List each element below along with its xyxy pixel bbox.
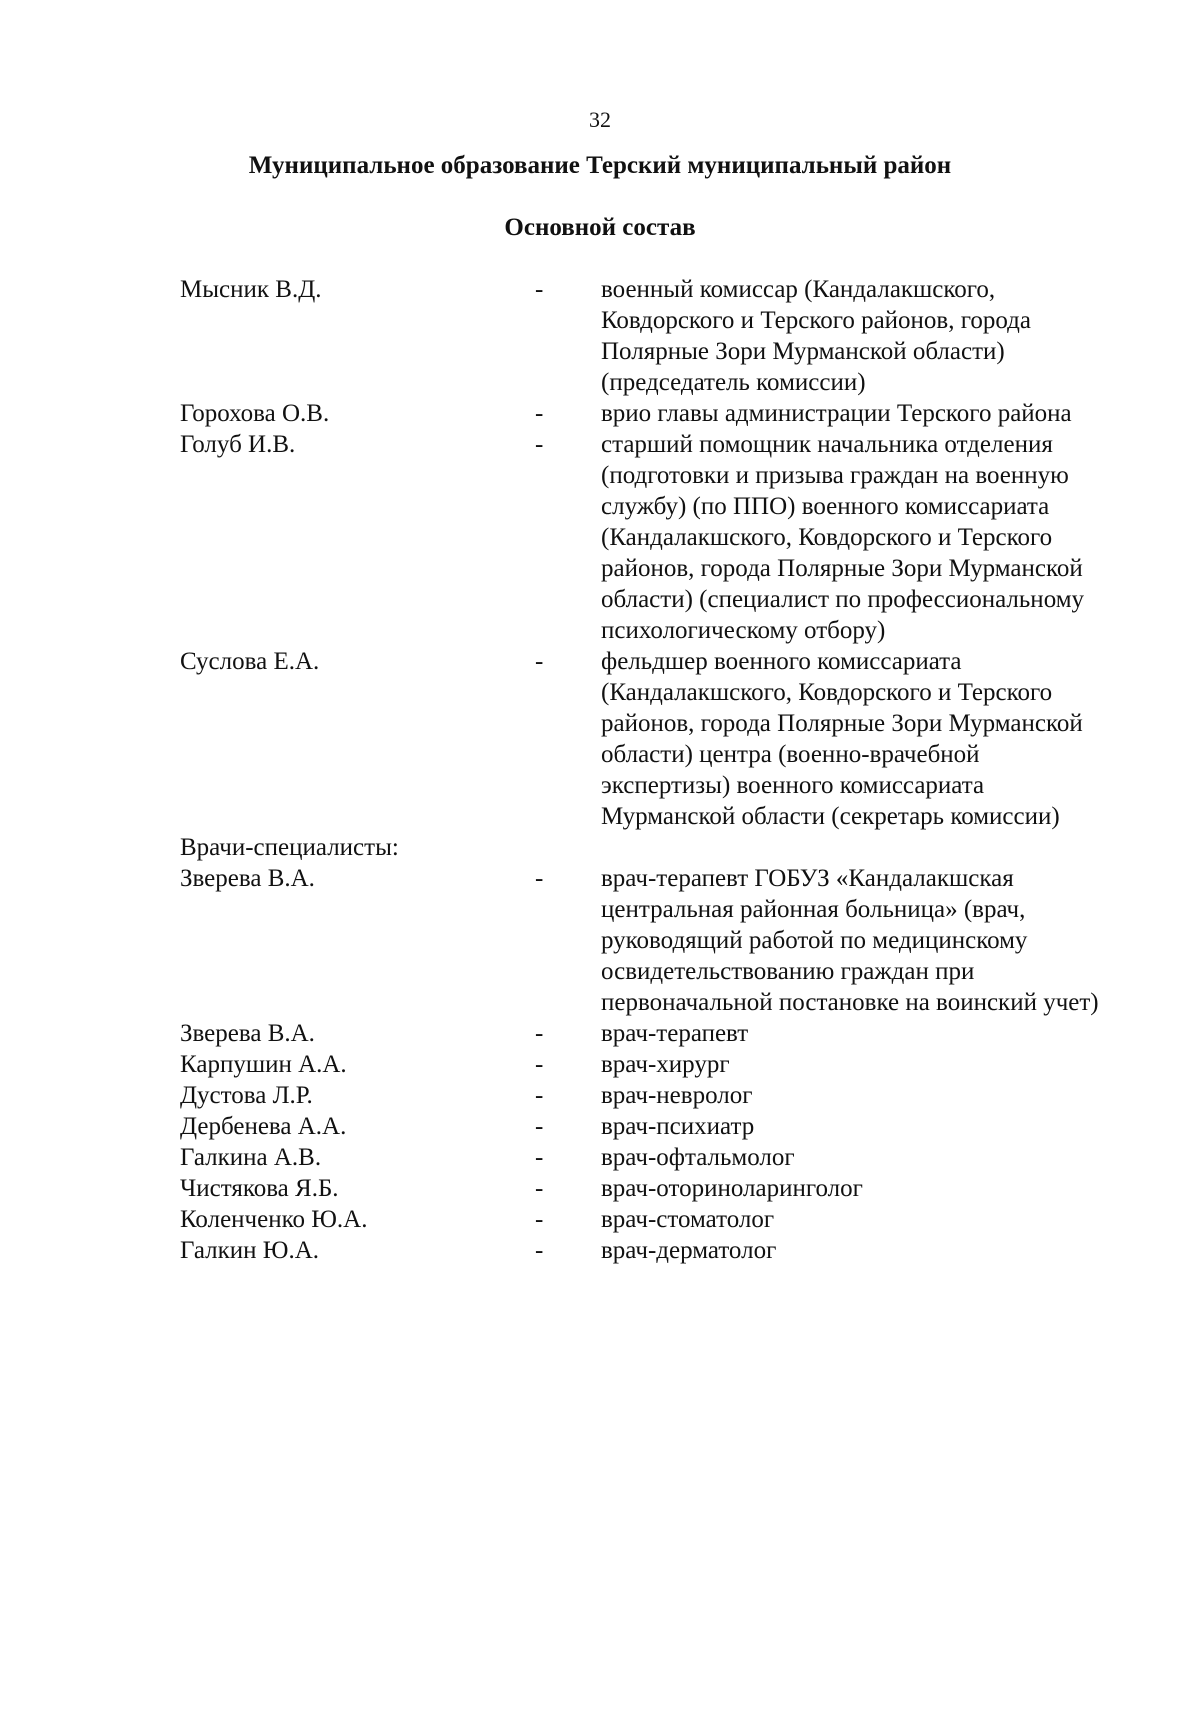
member-name: Голуб И.В.	[180, 431, 296, 458]
dash-separator: -	[535, 1113, 544, 1140]
dash-separator: -	[535, 400, 544, 427]
member-name: Дербенева А.А.	[180, 1113, 347, 1140]
member-role: военный комиссар (Кандалакшского, Ковдорского и Терского районов, города Полярные Зори Мурманской области) (председатель комиссии)	[601, 276, 1031, 396]
roster-row	[180, 1049, 1110, 1080]
member-name: Зверева В.А.	[180, 1020, 315, 1047]
member-name: Зверева В.А.	[180, 865, 315, 892]
roster-row	[180, 1111, 1110, 1142]
member-role: фельдшер военного комиссариата (Кандалакшского, Ковдорского и Терского районов, города Полярные Зори Мурманской области) центра (военно-врачебной экспертизы) военного комиссариата Мурманской области (секретарь комиссии)	[601, 648, 1083, 830]
roster-row	[180, 398, 1110, 429]
dash-separator: -	[535, 865, 544, 892]
member-name: Галкина А.В.	[180, 1144, 322, 1171]
member-role: врач-оториноларинголог	[601, 1175, 863, 1202]
roster-row	[180, 863, 1110, 1018]
section-subtitle: Основной состав	[504, 214, 696, 241]
member-role: врач-терапевт ГОБУЗ «Кандалакшская центральная районная больница» (врач, руководящий работой по медицинскому освидетельствованию граждан при первоначальной постановке на воинский учет)	[601, 865, 1099, 1016]
member-name: Дустова Л.Р.	[180, 1082, 313, 1109]
dash-separator: -	[535, 1020, 544, 1047]
member-name: Карпушин А.А.	[180, 1051, 347, 1078]
dash-separator: -	[535, 648, 544, 675]
dash-separator: -	[535, 1206, 544, 1233]
member-role: врач-невролог	[601, 1082, 753, 1109]
member-role: врач-хирург	[601, 1051, 730, 1078]
roster-row	[180, 1018, 1110, 1049]
member-role: врач-дерматолог	[601, 1237, 777, 1264]
roster-row	[180, 646, 1110, 832]
member-role: врач-терапевт	[601, 1020, 749, 1047]
member-role: старший помощник начальника отделения (подготовки и призыва граждан на военную службу) (по ППО) военного комиссариата (Кандалакшского, Ковдорского и Терского районов, города Полярные Зори Мурманской области) (специалист по профессиональному психологическому отбору)	[601, 431, 1085, 644]
roster-row	[180, 1080, 1110, 1111]
dash-separator: -	[535, 1051, 544, 1078]
specialists-label: Врачи-специалисты:	[180, 834, 399, 861]
member-role: врач-стоматолог	[601, 1206, 775, 1233]
dash-separator: -	[535, 1175, 544, 1202]
member-name: Коленченко Ю.А.	[180, 1206, 368, 1233]
dash-separator: -	[535, 1082, 544, 1109]
dash-separator: -	[535, 431, 544, 458]
member-name: Чистякова Я.Б.	[180, 1175, 339, 1202]
page-number: 32	[589, 107, 611, 132]
member-role: врач-офтальмолог	[601, 1144, 795, 1171]
roster-row	[180, 1204, 1110, 1235]
roster-row	[180, 274, 1110, 398]
member-role: врио главы администрации Терского района	[601, 400, 1072, 427]
member-name: Суслова Е.А.	[180, 648, 320, 675]
roster-row	[180, 429, 1110, 646]
dash-separator: -	[535, 1144, 544, 1171]
member-role: врач-психиатр	[601, 1113, 755, 1140]
dash-separator: -	[535, 1237, 544, 1264]
roster-row	[180, 1142, 1110, 1173]
roster-row	[180, 1235, 1110, 1266]
dash-separator: -	[535, 276, 544, 303]
commission-roster	[180, 274, 1110, 1266]
member-name: Галкин Ю.А.	[180, 1237, 320, 1264]
member-name: Горохова О.В.	[180, 400, 330, 427]
specialists-label-row	[180, 832, 1110, 863]
document-title: Муниципальное образование Терский муниципальный район	[248, 152, 952, 179]
roster-row	[180, 1173, 1110, 1204]
member-name: Мысник В.Д.	[180, 276, 322, 303]
